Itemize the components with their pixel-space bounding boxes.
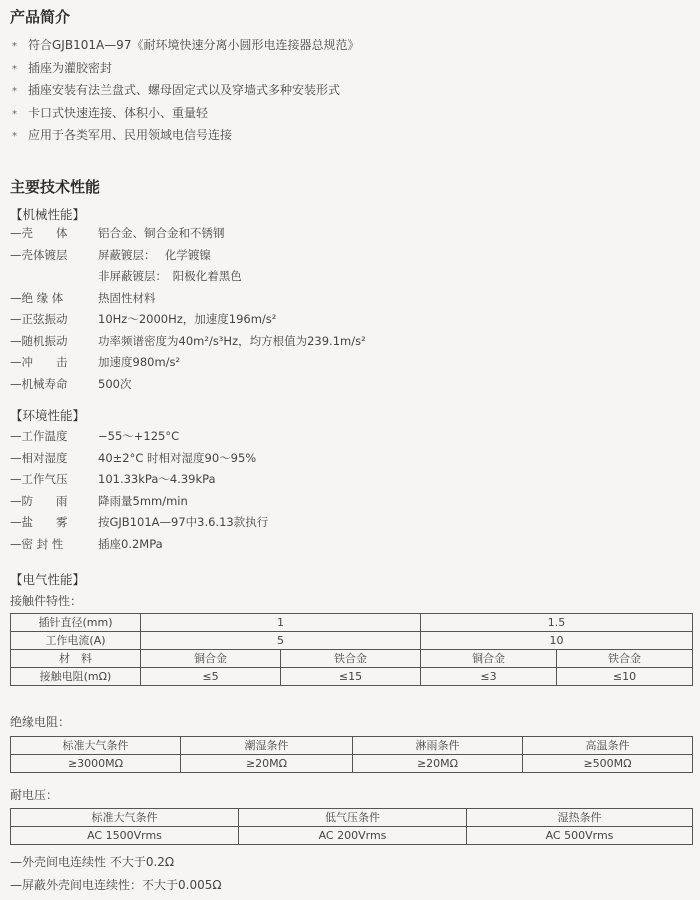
mechanical-spec-list <box>10 223 366 395</box>
bullet-star-icon: * <box>12 108 17 120</box>
table-row: AC 1500Vrms AC 200Vrms AC 500Vrms <box>11 827 693 845</box>
table-row: 插针直径(mm) 1 1.5 <box>11 614 693 632</box>
table-row: 标准大气条件 低气压条件 湿热条件 <box>11 809 693 827</box>
table-row: 工作电流(A) 5 10 <box>11 632 693 650</box>
environmental-spec-list <box>10 426 269 555</box>
table-row: ≥3000MΩ ≥20MΩ ≥20MΩ ≥500MΩ <box>11 755 693 773</box>
spec-row: —正弦振动 10Hz～2000Hz，加速度196m/s² <box>10 312 277 326</box>
bullet-star-icon: * <box>12 63 17 75</box>
withstand-voltage-label: 耐电压： <box>10 788 59 802</box>
bullet-item: * 符合GJB101A—97《耐环境快速分离小圆形电连接器总规范》 <box>12 34 359 57</box>
mechanical-title: 【机械性能】 <box>10 207 86 222</box>
intro-bullet-list <box>12 34 359 147</box>
spec-row: —密 封 性 插座0.2MPa <box>10 536 163 551</box>
spec-row: —机械寿命 500次 <box>10 376 132 391</box>
environmental-title: 【环境性能】 <box>10 408 86 423</box>
bullet-star-icon: * <box>12 41 17 52</box>
bullet-star-icon: * <box>12 131 17 142</box>
insulation-resistance-table <box>10 736 693 773</box>
table-row: 材 料 铜合金 铁合金 铜合金 铁合金 <box>11 650 693 668</box>
spec-row: —相对湿度 40±2°C 时相对湿度90～95% <box>10 450 257 465</box>
spec-row: —防 雨 降雨量5mm/min <box>10 493 188 508</box>
contact-properties-label: 接触件特性： <box>10 594 83 608</box>
insulation-resistance-label: 绝缘电阻： <box>10 715 71 729</box>
spec-row: —壳体镀层 屏蔽镀层： 化学镀镍 <box>10 247 211 262</box>
bullet-item: * 插座安装有法兰盘式、螺母固定式以及穿墙式多种安装形式 <box>12 79 359 102</box>
spec-row: —壳 体 铝合金、铜合金和不锈钢 <box>10 226 225 240</box>
spec-row: —冲 击 加速度980m/s² <box>10 355 181 369</box>
tech-heading: 主要技术性能 <box>10 178 101 196</box>
bullet-item: * 卡口式快速连接、体积小、重量轻 <box>12 102 359 125</box>
contact-properties-table <box>10 613 693 686</box>
bullet-item: * 插座为灌胶密封 <box>12 57 359 80</box>
bullet-item: * 应用于各类军用、民用领域电信号连接 <box>12 124 359 147</box>
bullet-star-icon: * <box>12 86 17 97</box>
spec-row: —绝 缘 体 热固性材料 <box>10 290 156 305</box>
electrical-title: 【电气性能】 <box>10 572 86 587</box>
shield-continuity-text: —屏蔽外壳间电连续性：不大于0.005Ω <box>10 878 222 892</box>
spec-row: 非屏蔽镀层： 阳极化着黑色 <box>98 269 242 283</box>
table-row: 接触电阻(mΩ) ≤5 ≤15 ≤3 ≤10 <box>11 668 693 686</box>
spec-row: —工作气压 101.33kPa～4.39kPa <box>10 472 216 486</box>
table-row: 标准大气条件 潮湿条件 淋雨条件 高温条件 <box>11 737 693 755</box>
shell-continuity-text: —外壳间电连续性 不大于0.2Ω <box>10 855 175 869</box>
withstand-voltage-table <box>10 808 693 845</box>
spec-row: —随机振动 功率频谱密度为40m²/s³Hz，均方根值为239.1m/s² <box>10 333 366 348</box>
spec-row: —工作温度 −55～+125°C <box>10 429 180 443</box>
spec-row: —盐 雾 按GJB101A—97中3.6.13款执行 <box>10 515 269 529</box>
intro-heading: 产品简介 <box>10 8 71 26</box>
